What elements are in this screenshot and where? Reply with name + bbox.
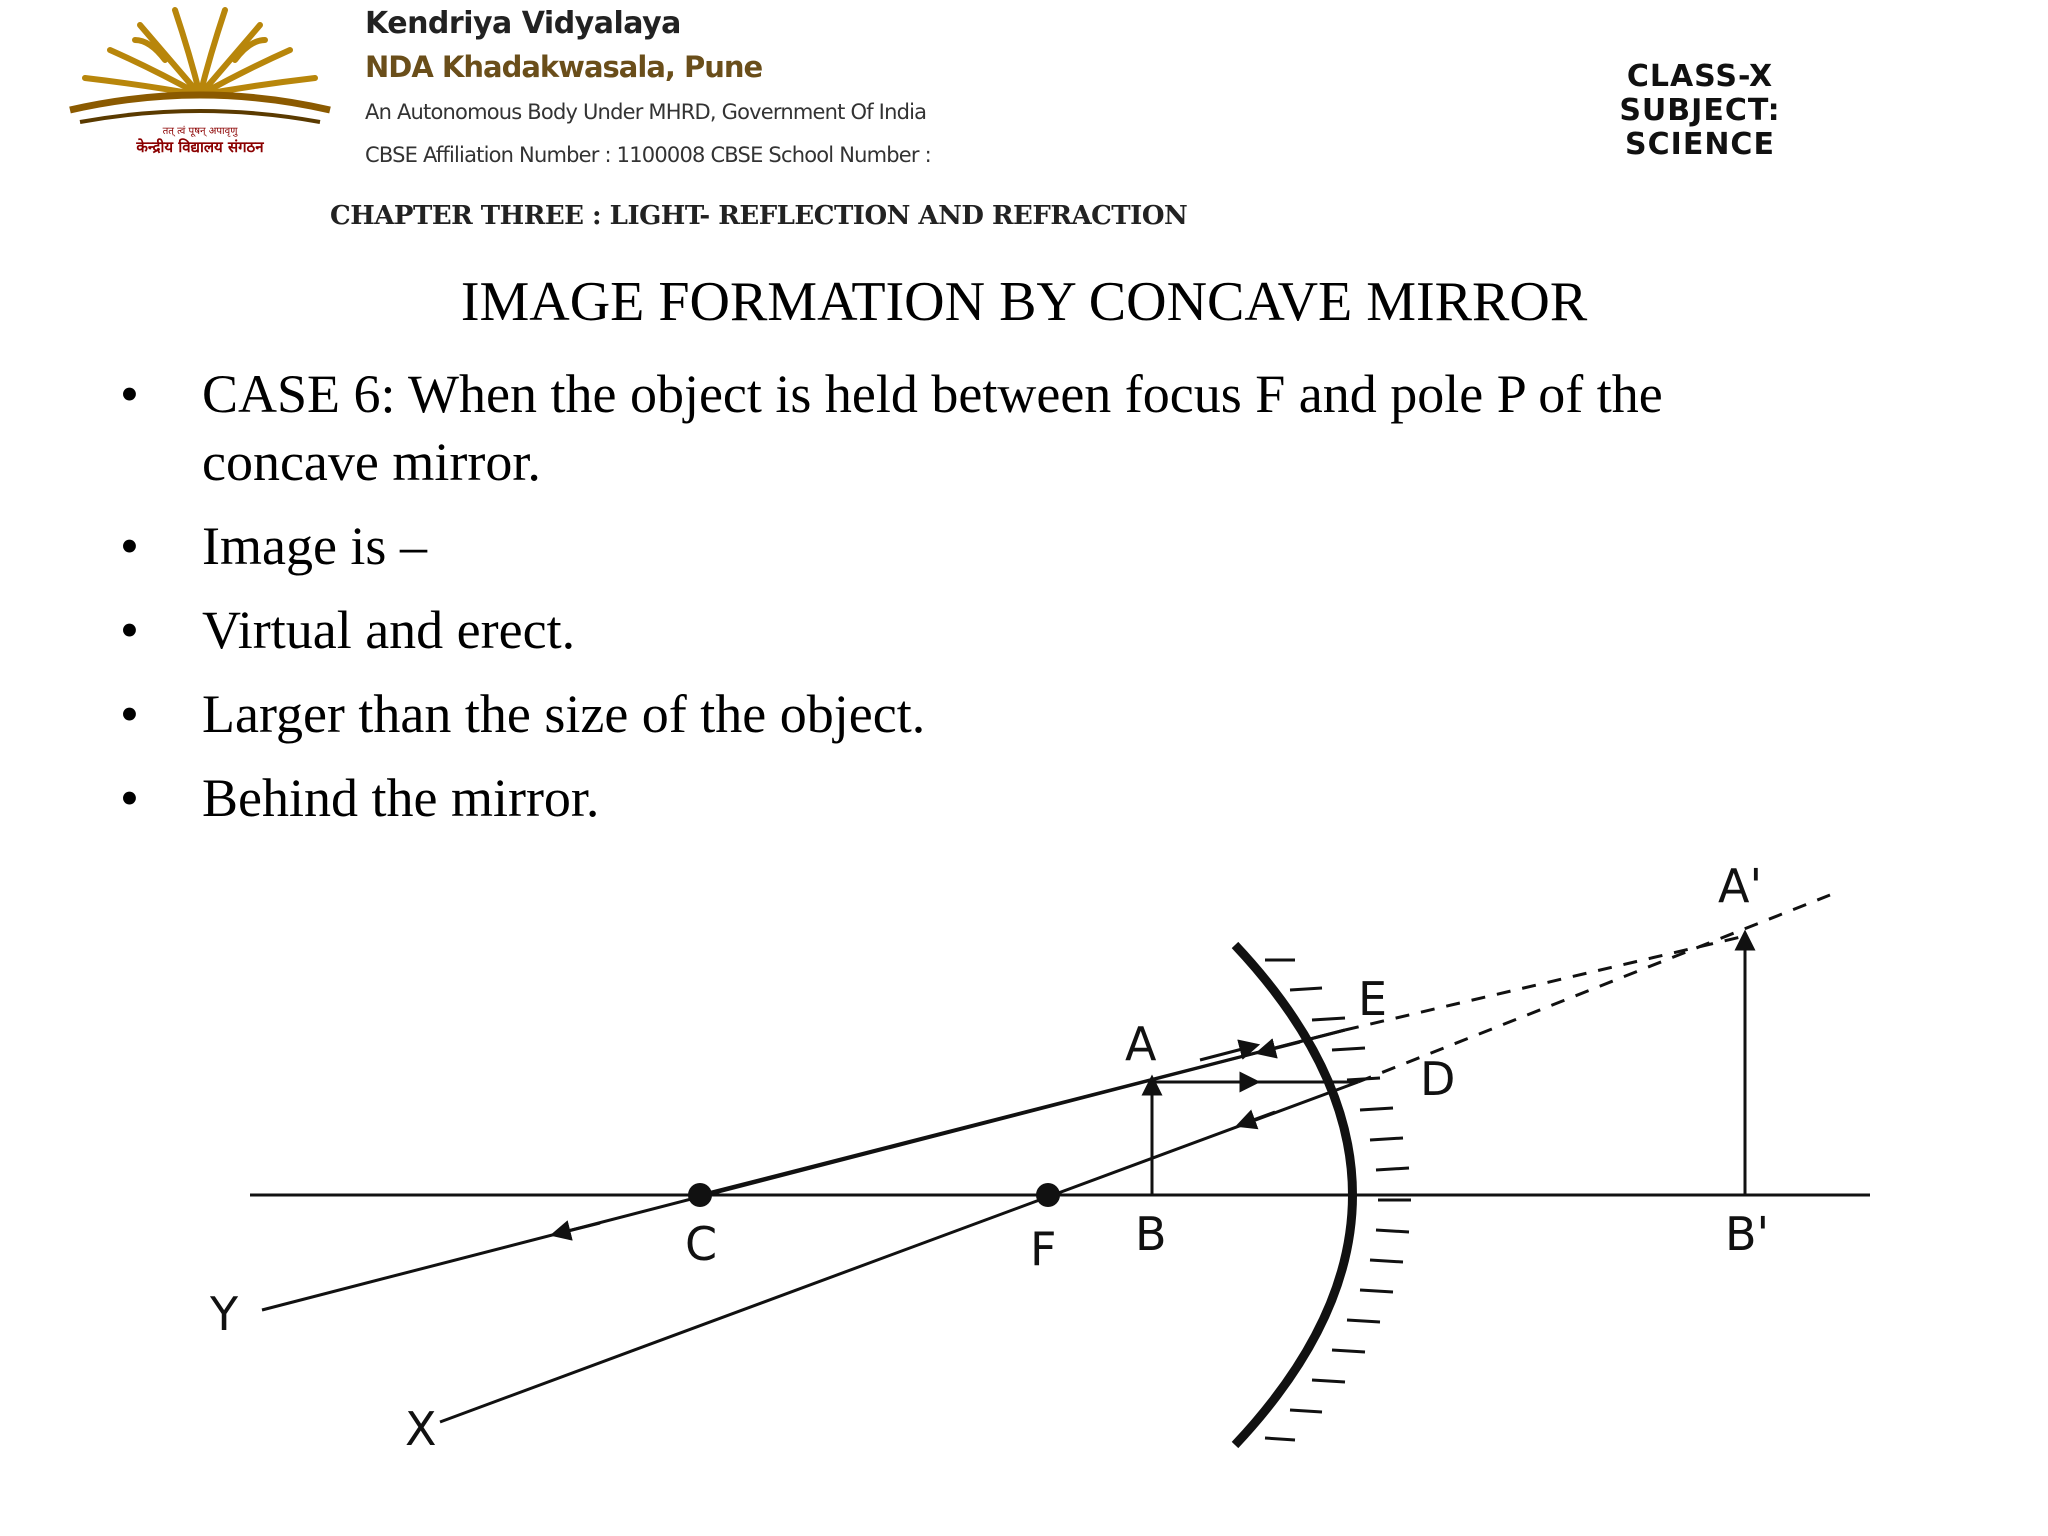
- label-a-prime: A': [1718, 859, 1763, 913]
- school-branch: NDA Khadakwasala, Pune: [365, 50, 763, 84]
- bullet-item: [120, 360, 1820, 496]
- chapter-title: CHAPTER THREE : LIGHT- REFLECTION AND REFRACTION: [330, 201, 1188, 231]
- point-f: [1036, 1183, 1060, 1207]
- bullet-dot: •: [120, 768, 139, 828]
- label-b-prime: B': [1725, 1207, 1770, 1261]
- ray-reflected-arrow: [1245, 1112, 1275, 1123]
- label-c: C: [685, 1217, 718, 1271]
- kvs-logo-icon: [65, 0, 335, 160]
- logo-hindi-text: केन्द्रीय विद्यालय संगठन: [136, 138, 264, 156]
- school-affiliation: CBSE Affiliation Number : 1100008 CBSE School Number :: [365, 143, 931, 167]
- bullet-item: [120, 764, 1820, 832]
- logo-motto: तत् त्वं पूषन् अपावृणु: [162, 126, 238, 137]
- bullet-dot: •: [120, 684, 139, 744]
- ray-returning: [262, 1030, 1345, 1310]
- class-label: CLASS-X: [1626, 59, 1774, 94]
- virtual-ray-1: [1345, 936, 1745, 1030]
- school-name: Kendriya Vidyalaya: [365, 6, 681, 41]
- bullet-item: [120, 512, 1820, 580]
- bullet-text: Larger than the size of the object.: [202, 684, 926, 744]
- slide-header: [0, 0, 2048, 250]
- bullet-item: [120, 596, 1820, 664]
- label-a: A: [1125, 1017, 1157, 1071]
- class-subject-box: [1555, 60, 1845, 162]
- point-c: [688, 1183, 712, 1207]
- bullet-text: Image is –: [202, 516, 427, 576]
- bullet-text: Virtual and erect.: [202, 600, 576, 660]
- bullet-dot: •: [120, 600, 139, 660]
- subject-label: SUBJECT:: [1619, 93, 1781, 128]
- ray-y-arrow: [560, 1223, 600, 1233]
- bullet-text: CASE 6: When the object is held between focus F and pole P of the concave mirror.: [202, 364, 1663, 492]
- bullet-list: [120, 360, 1820, 848]
- bullet-item: [120, 680, 1820, 748]
- slide-title: IMAGE FORMATION BY CONCAVE MIRROR: [460, 271, 1588, 333]
- bullet-dot: •: [120, 364, 139, 424]
- bullet-text: Behind the mirror.: [202, 768, 600, 828]
- ray-return-arrow: [1265, 1042, 1300, 1051]
- label-x: X: [405, 1402, 437, 1456]
- label-d: D: [1420, 1052, 1456, 1106]
- ray-reflected-through-f: [440, 1082, 1358, 1422]
- label-e: E: [1358, 972, 1388, 1026]
- bullet-dot: •: [120, 516, 139, 576]
- label-b: B: [1135, 1207, 1167, 1261]
- ray-incident-arrow: [1200, 1047, 1250, 1060]
- label-y: Y: [210, 1287, 239, 1341]
- subject-name: SCIENCE: [1625, 127, 1775, 162]
- label-f: F: [1030, 1222, 1057, 1276]
- school-tagline: An Autonomous Body Under MHRD, Government Of India: [365, 100, 927, 124]
- ray-diagram: [0, 840, 2048, 1480]
